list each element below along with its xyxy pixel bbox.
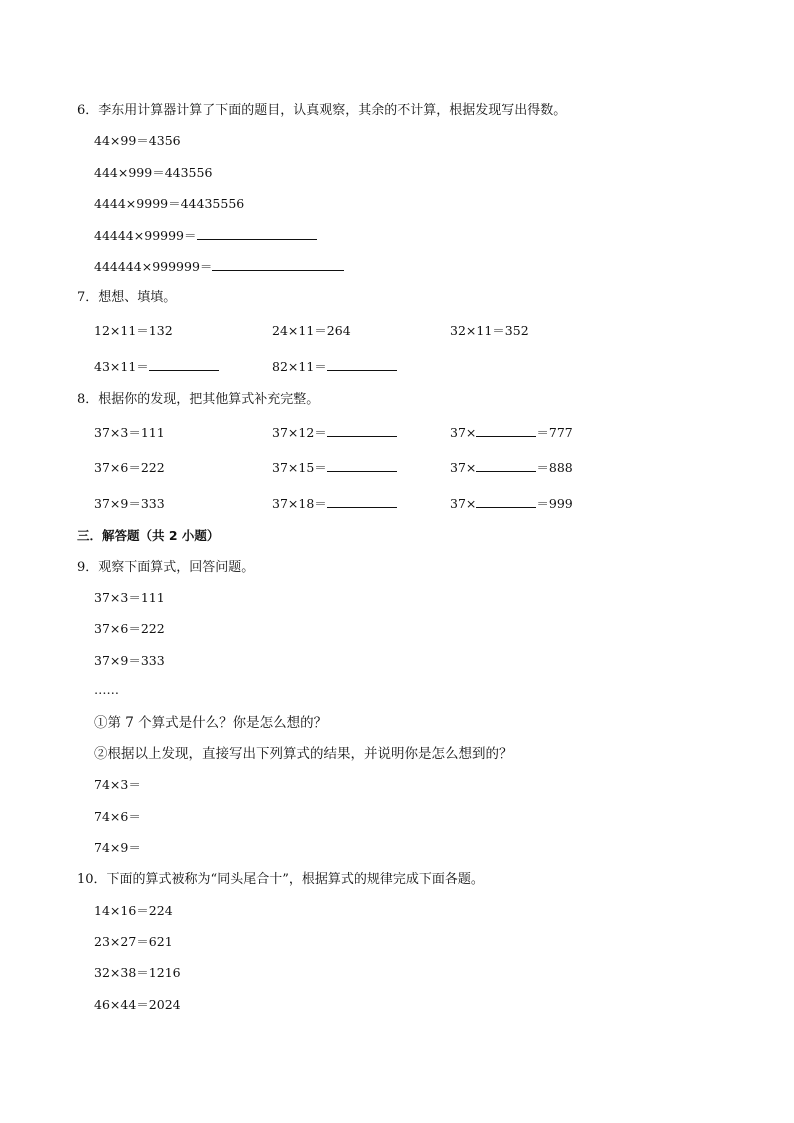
q8-answer-blank-col3-row3[interactable] (476, 496, 536, 508)
q10-line-4: 46×44＝2024 (94, 997, 181, 1012)
q8-col1-row3: 37×9＝333 (94, 496, 165, 511)
q7-row2-item-2 (272, 359, 397, 375)
q8-col3-row1-prefix: 37× (450, 425, 477, 440)
q8-col2-row3-text: 37×18＝ (272, 496, 327, 511)
q8-answer-blank-col2-row2[interactable] (327, 460, 397, 472)
q6-stem: 6．李东用计算器计算了下面的题目，认真观察，其余的不计算，根据发现写出得数。 (77, 103, 567, 118)
q9-sub-question-1: ①第 7 个算式是什么？你是怎么想的？ (94, 715, 328, 731)
q9-answer-line-2: 74×6＝ (94, 809, 141, 824)
q6-line-5 (94, 259, 344, 275)
q9-stem: 9．观察下面算式，回答问题。 (77, 560, 255, 575)
q7-row2-item-1-text: 43×11＝ (94, 359, 149, 374)
q7-row2-item-1 (94, 359, 219, 375)
q7-answer-blank-1[interactable] (149, 359, 219, 371)
q7-stem: 7．想想、填填。 (77, 290, 177, 305)
q7-row1-item-2: 24×11＝264 (272, 323, 351, 338)
q6-line-2: 444×999＝443556 (94, 165, 213, 180)
q9-line-3: 37×9＝333 (94, 653, 165, 668)
q8-col2-row1-text: 37×12＝ (272, 425, 327, 440)
q7-answer-blank-2[interactable] (327, 359, 397, 371)
q9-ellipsis: …… (94, 682, 119, 697)
q6-line-5-text: 444444×999999＝ (94, 259, 213, 274)
q6-line-3: 4444×9999＝44435556 (94, 196, 245, 211)
q9-answer-line-3: 74×9＝ (94, 840, 141, 855)
q8-col2-row2-text: 37×15＝ (272, 460, 327, 475)
q8-col3-row2 (450, 460, 573, 476)
q7-row1-item-1: 12×11＝132 (94, 323, 173, 338)
q8-col2-row1 (272, 425, 397, 441)
q9-sub-question-2: ②根据以上发现，直接写出下列算式的结果，并说明你是怎么想到的？ (94, 746, 513, 762)
q8-col2-row2 (272, 460, 397, 476)
q7-row2-item-2-text: 82×11＝ (272, 359, 327, 374)
q6-line-1: 44×99＝4356 (94, 133, 181, 148)
q8-col3-row1 (450, 425, 573, 441)
q6-answer-blank-1[interactable] (197, 228, 317, 240)
q6-line-4 (94, 228, 317, 244)
q6-line-4-text: 44444×99999＝ (94, 228, 197, 243)
q8-answer-blank-col2-row1[interactable] (327, 425, 397, 437)
q10-stem: 10．下面的算式被称为“同头尾合十”，根据算式的规律完成下面各题。 (77, 872, 484, 887)
q8-col3-row3 (450, 496, 573, 512)
q10-line-2: 23×27＝621 (94, 934, 173, 949)
q6-answer-blank-2[interactable] (212, 259, 344, 271)
q8-answer-blank-col2-row3[interactable] (327, 496, 397, 508)
q8-answer-blank-col3-row2[interactable] (476, 460, 536, 472)
q9-line-2: 37×6＝222 (94, 621, 165, 636)
q8-answer-blank-col3-row1[interactable] (476, 425, 536, 437)
q8-col3-row3-prefix: 37× (450, 496, 477, 511)
q7-row1-item-3: 32×11＝352 (450, 323, 529, 338)
q8-col1-row1: 37×3＝111 (94, 425, 165, 440)
q10-line-1: 14×16＝224 (94, 903, 173, 918)
q10-line-3: 32×38＝1216 (94, 965, 181, 980)
q8-col3-row2-prefix: 37× (450, 460, 477, 475)
q8-col3-row2-suffix: ＝888 (536, 460, 573, 475)
q8-col3-row3-suffix: ＝999 (536, 496, 573, 511)
q9-line-1: 37×3＝111 (94, 590, 165, 605)
q8-col1-row2: 37×6＝222 (94, 460, 165, 475)
section-3-heading: 三．解答题（共 2 小题） (77, 528, 220, 543)
q8-col2-row3 (272, 496, 397, 512)
q9-answer-line-1: 74×3＝ (94, 777, 141, 792)
q8-col3-row1-suffix: ＝777 (536, 425, 573, 440)
q8-stem: 8．根据你的发现，把其他算式补充完整。 (77, 392, 320, 407)
